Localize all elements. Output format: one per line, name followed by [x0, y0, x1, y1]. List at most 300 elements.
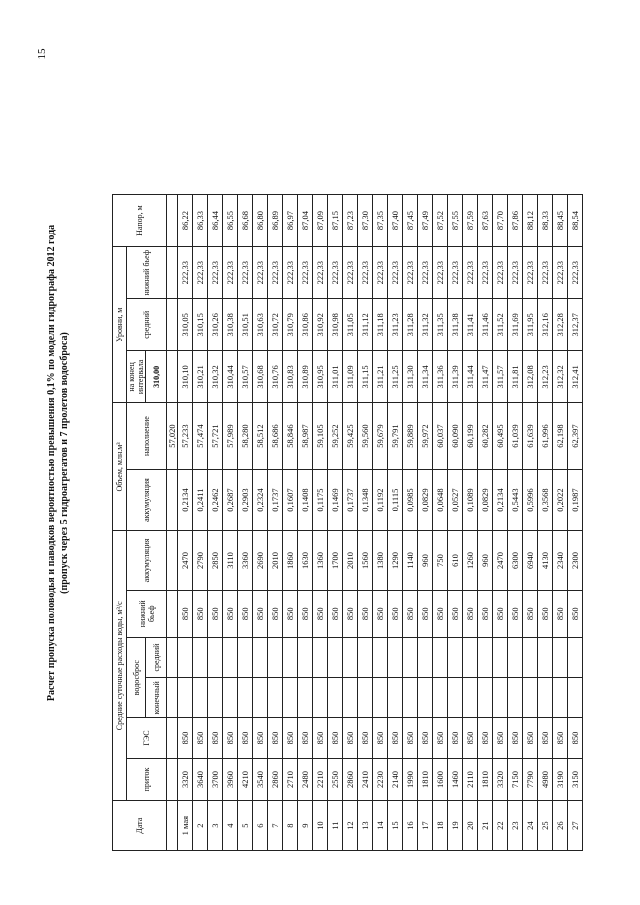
cell-accum-volume: 0,2134 [493, 469, 508, 531]
table-row [433, 195, 448, 851]
col-level-lower: нижний бьеф [127, 247, 167, 299]
cell-head: 86,68 [238, 195, 253, 247]
cell-lower-flow: 850 [343, 590, 358, 637]
col-group-levels: Уровни, м [113, 247, 127, 403]
cell-spill-mid [553, 637, 568, 677]
cell-date: 24 [523, 801, 538, 851]
cell-date: 16 [403, 801, 418, 851]
cell-spill-end [538, 678, 553, 718]
cell-spill-end [253, 678, 268, 718]
cell-ges: 850 [478, 718, 493, 758]
cell-interval-end: 310,10 [178, 351, 193, 403]
cell-inflow: 3960 [223, 758, 238, 801]
cell-spill-mid [283, 637, 298, 677]
cell-level-lower: 222,33 [313, 247, 328, 299]
cell-interval-end: 311,09 [343, 351, 358, 403]
cell-filling: 61,039 [508, 403, 523, 469]
cell-lower-flow: 850 [553, 590, 568, 637]
cell-level-lower: 222,33 [238, 247, 253, 299]
cell-level-lower: 222,33 [433, 247, 448, 299]
cell-spill-end [553, 678, 568, 718]
cell-lower-flow: 850 [388, 590, 403, 637]
cell-inflow: 2860 [343, 758, 358, 801]
cell-lower-flow: 850 [328, 590, 343, 637]
cell-spill-mid [568, 637, 583, 677]
cell-accum-volume: 0,0829 [478, 469, 493, 531]
cell-ges: 850 [343, 718, 358, 758]
cell-filling: 59,791 [388, 403, 403, 469]
cell-spill-mid [508, 637, 523, 677]
cell-lower-flow: 850 [448, 590, 463, 637]
cell-accum-flow: 6940 [523, 531, 538, 590]
cell-level-mid: 312,37 [568, 299, 583, 351]
cell-spill-mid [523, 637, 538, 677]
title-line-1: Расчет пропуска половодья и паводков вероятностью превышения 0,1% по модели гидрографа 2012 года [46, 224, 57, 702]
cell-interval-end: 311,01 [328, 351, 343, 403]
cell-ges: 850 [238, 718, 253, 758]
cell-level-mid: 312,16 [538, 299, 553, 351]
cell-interval-end: 311,47 [478, 351, 493, 403]
cell-ges: 850 [193, 718, 208, 758]
cell-interval-end: 311,44 [463, 351, 478, 403]
cell-interval-end: 310,44 [223, 351, 238, 403]
cell-accum-flow: 3110 [223, 531, 238, 590]
cell-ges: 850 [568, 718, 583, 758]
flood-pass-table [112, 194, 583, 851]
cell-head: 88,54 [568, 195, 583, 247]
cell-interval-end: 311,15 [358, 351, 373, 403]
cell-filling: 59,679 [373, 403, 388, 469]
cell-accum-flow: 1630 [298, 531, 313, 590]
cell-date: 4 [223, 801, 238, 851]
cell-head: 87,04 [298, 195, 313, 247]
cell-date: 17 [418, 801, 433, 851]
initial-filling: 57,020 [167, 403, 178, 469]
table-row [283, 195, 298, 851]
cell-lower-flow: 850 [508, 590, 523, 637]
table-row [493, 195, 508, 851]
col-level-mid: средний [127, 299, 167, 351]
cell-accum-volume: 0,2687 [223, 469, 238, 531]
cell-accum-flow: 2850 [208, 531, 223, 590]
cell-spill-end [268, 678, 283, 718]
table-cell [167, 531, 178, 590]
cell-inflow: 1460 [448, 758, 463, 801]
cell-spill-end [298, 678, 313, 718]
cell-head: 87,86 [508, 195, 523, 247]
cell-filling: 60,199 [463, 403, 478, 469]
cell-inflow: 2210 [313, 758, 328, 801]
cell-date: 14 [373, 801, 388, 851]
cell-level-mid: 310,72 [268, 299, 283, 351]
cell-inflow: 1990 [403, 758, 418, 801]
cell-accum-flow: 610 [448, 531, 463, 590]
cell-accum-volume: 0,2324 [253, 469, 268, 531]
table-row [193, 195, 208, 851]
cell-filling: 61,639 [523, 403, 538, 469]
table-cell [167, 247, 178, 299]
table-row [448, 195, 463, 851]
cell-ges: 850 [433, 718, 448, 758]
cell-spill-mid [253, 637, 268, 677]
cell-filling: 58,280 [238, 403, 253, 469]
cell-date: 9 [298, 801, 313, 851]
cell-lower-flow: 850 [358, 590, 373, 637]
cell-spill-mid [268, 637, 283, 677]
table-row [553, 195, 568, 851]
cell-spill-mid [493, 637, 508, 677]
cell-filling: 59,560 [358, 403, 373, 469]
cell-level-lower: 222,33 [448, 247, 463, 299]
table-row [253, 195, 268, 851]
cell-level-lower: 222,33 [283, 247, 298, 299]
cell-accum-flow: 1700 [328, 531, 343, 590]
cell-spill-mid [448, 637, 463, 677]
cell-ges: 850 [373, 718, 388, 758]
cell-filling: 57,989 [223, 403, 238, 469]
cell-inflow: 2860 [268, 758, 283, 801]
cell-ges: 850 [283, 718, 298, 758]
cell-date: 13 [358, 801, 373, 851]
cell-ges: 850 [328, 718, 343, 758]
cell-ges: 850 [298, 718, 313, 758]
cell-spill-end [343, 678, 358, 718]
cell-lower-flow: 850 [253, 590, 268, 637]
cell-date: 7 [268, 801, 283, 851]
cell-date: 6 [253, 801, 268, 851]
page-title [45, 203, 115, 723]
cell-head: 86,80 [253, 195, 268, 247]
cell-level-mid: 311,41 [463, 299, 478, 351]
cell-lower-flow: 850 [478, 590, 493, 637]
cell-accum-volume: 0,2134 [178, 469, 193, 531]
cell-filling: 59,889 [403, 403, 418, 469]
cell-accum-volume: 0,1469 [328, 469, 343, 531]
cell-interval-end: 312,41 [568, 351, 583, 403]
table-row [463, 195, 478, 851]
cell-level-lower: 222,33 [463, 247, 478, 299]
cell-date: 5 [238, 801, 253, 851]
cell-accum-volume: 0,0527 [448, 469, 463, 531]
cell-level-lower: 222,33 [208, 247, 223, 299]
cell-filling: 62,198 [553, 403, 568, 469]
cell-level-mid: 310,15 [193, 299, 208, 351]
cell-spill-mid [208, 637, 223, 677]
cell-spill-mid [223, 637, 238, 677]
table-cell [167, 758, 178, 801]
cell-interval-end: 311,36 [433, 351, 448, 403]
cell-date: 21 [478, 801, 493, 851]
cell-spill-end [448, 678, 463, 718]
cell-interval-end: 310,83 [283, 351, 298, 403]
cell-accum-flow: 2010 [343, 531, 358, 590]
cell-inflow: 3320 [493, 758, 508, 801]
cell-interval-end: 311,25 [388, 351, 403, 403]
cell-spill-mid [403, 637, 418, 677]
col-spill-end: конечный [146, 678, 167, 718]
cell-level-mid: 310,51 [238, 299, 253, 351]
cell-date: 18 [433, 801, 448, 851]
cell-head: 87,09 [313, 195, 328, 247]
cell-date: 25 [538, 801, 553, 851]
title-line-2: (пропуск через 5 гидроагрегатов и 7 пролетов водосброса) [59, 332, 70, 594]
cell-ges: 850 [523, 718, 538, 758]
cell-accum-flow: 1560 [358, 531, 373, 590]
table-cell [167, 637, 178, 677]
cell-date: 10 [313, 801, 328, 851]
cell-spill-mid [328, 637, 343, 677]
cell-date: 23 [508, 801, 523, 851]
cell-inflow: 1810 [478, 758, 493, 801]
table-row [388, 195, 403, 851]
cell-inflow: 2110 [463, 758, 478, 801]
cell-accum-flow: 3360 [238, 531, 253, 590]
cell-interval-end: 310,95 [313, 351, 328, 403]
cell-inflow: 3700 [208, 758, 223, 801]
col-group-volume: Объем, млн.м³ [113, 403, 127, 531]
cell-head: 86,22 [178, 195, 193, 247]
cell-interval-end: 310,21 [193, 351, 208, 403]
col-lower-pool-flow: нижний бьеф [127, 590, 167, 637]
table-cell [167, 299, 178, 351]
cell-level-lower: 222,33 [298, 247, 313, 299]
col-accum-flow: аккумуляция [127, 531, 167, 590]
cell-inflow: 1810 [418, 758, 433, 801]
cell-ges: 850 [403, 718, 418, 758]
cell-level-mid: 310,38 [223, 299, 238, 351]
cell-lower-flow: 850 [433, 590, 448, 637]
cell-spill-end [283, 678, 298, 718]
cell-level-lower: 222,33 [193, 247, 208, 299]
cell-level-mid: 311,35 [433, 299, 448, 351]
cell-interval-end: 310,68 [253, 351, 268, 403]
table-row [208, 195, 223, 851]
cell-date: 27 [568, 801, 583, 851]
cell-lower-flow: 850 [523, 590, 538, 637]
cell-level-mid: 310,86 [298, 299, 313, 351]
cell-level-mid: 311,23 [388, 299, 403, 351]
table-row [223, 195, 238, 851]
cell-ges: 850 [358, 718, 373, 758]
cell-head: 87,45 [403, 195, 418, 247]
cell-spill-mid [373, 637, 388, 677]
cell-filling: 60,037 [433, 403, 448, 469]
table-cell [167, 590, 178, 637]
table-cell [167, 469, 178, 531]
cell-spill-end [523, 678, 538, 718]
cell-inflow: 7790 [523, 758, 538, 801]
cell-date: 22 [493, 801, 508, 851]
cell-level-mid: 310,92 [313, 299, 328, 351]
cell-inflow: 3540 [253, 758, 268, 801]
table-cell [167, 678, 178, 718]
cell-head: 87,15 [328, 195, 343, 247]
cell-interval-end: 311,34 [418, 351, 433, 403]
cell-inflow: 3150 [568, 758, 583, 801]
cell-spill-mid [478, 637, 493, 677]
cell-accum-flow: 2690 [253, 531, 268, 590]
table-row [313, 195, 328, 851]
table-row [568, 195, 583, 851]
cell-lower-flow: 850 [178, 590, 193, 637]
cell-inflow: 2410 [358, 758, 373, 801]
table-row [523, 195, 538, 851]
cell-interval-end: 311,57 [493, 351, 508, 403]
cell-accum-flow: 960 [478, 531, 493, 590]
cell-ges: 850 [388, 718, 403, 758]
cell-head: 87,59 [463, 195, 478, 247]
cell-level-mid: 311,12 [358, 299, 373, 351]
cell-accum-flow: 1360 [313, 531, 328, 590]
page-number: 15 [36, 48, 48, 60]
cell-accum-volume: 0,1987 [568, 469, 583, 531]
table-row [508, 195, 523, 851]
cell-inflow: 2710 [283, 758, 298, 801]
cell-spill-end [193, 678, 208, 718]
cell-filling: 60,282 [478, 403, 493, 469]
cell-inflow: 1600 [433, 758, 448, 801]
cell-accum-flow: 1290 [388, 531, 403, 590]
cell-spill-mid [298, 637, 313, 677]
table-row [238, 195, 253, 851]
cell-accum-volume: 0,0985 [403, 469, 418, 531]
cell-spill-end [568, 678, 583, 718]
cell-spill-end [238, 678, 253, 718]
cell-level-lower: 222,33 [358, 247, 373, 299]
cell-head: 86,44 [208, 195, 223, 247]
cell-level-mid: 311,32 [418, 299, 433, 351]
cell-accum-volume: 0,2462 [208, 469, 223, 531]
cell-filling: 59,972 [418, 403, 433, 469]
col-ges: ГЭС [127, 718, 167, 758]
cell-head: 86,97 [283, 195, 298, 247]
table-body [167, 195, 583, 851]
cell-spill-mid [178, 637, 193, 677]
cell-level-mid: 310,79 [283, 299, 298, 351]
cell-head: 87,35 [373, 195, 388, 247]
cell-filling: 59,105 [313, 403, 328, 469]
cell-accum-flow: 1860 [283, 531, 298, 590]
cell-head: 87,70 [493, 195, 508, 247]
cell-date: 12 [343, 801, 358, 851]
table-cell [167, 195, 178, 247]
table-row [298, 195, 313, 851]
cell-interval-end: 312,23 [538, 351, 553, 403]
cell-level-lower: 222,33 [418, 247, 433, 299]
cell-spill-mid [238, 637, 253, 677]
cell-level-lower: 222,33 [178, 247, 193, 299]
cell-filling: 58,846 [283, 403, 298, 469]
cell-spill-mid [193, 637, 208, 677]
cell-accum-volume: 0,5996 [523, 469, 538, 531]
cell-spill-mid [463, 637, 478, 677]
cell-inflow: 4980 [538, 758, 553, 801]
table-row [538, 195, 553, 851]
cell-head: 87,52 [433, 195, 448, 247]
cell-accum-flow: 1260 [463, 531, 478, 590]
cell-interval-end: 310,32 [208, 351, 223, 403]
cell-filling: 61,996 [538, 403, 553, 469]
cell-spill-end [358, 678, 373, 718]
cell-ges: 850 [178, 718, 193, 758]
cell-spill-end [508, 678, 523, 718]
cell-accum-volume: 0,1408 [298, 469, 313, 531]
cell-accum-volume: 0,3568 [538, 469, 553, 531]
cell-inflow: 7150 [508, 758, 523, 801]
cell-interval-end: 312,08 [523, 351, 538, 403]
cell-level-lower: 222,33 [568, 247, 583, 299]
cell-lower-flow: 850 [268, 590, 283, 637]
col-head: Напор, м [113, 195, 167, 247]
cell-accum-flow: 4130 [538, 531, 553, 590]
cell-accum-volume: 0,0829 [418, 469, 433, 531]
cell-inflow: 2480 [298, 758, 313, 801]
rotated-table-wrapper [112, 194, 610, 851]
cell-head: 88,12 [523, 195, 538, 247]
cell-lower-flow: 850 [208, 590, 223, 637]
cell-level-mid: 311,69 [508, 299, 523, 351]
cell-filling: 58,512 [253, 403, 268, 469]
cell-lower-flow: 850 [493, 590, 508, 637]
cell-accum-volume: 0,0648 [433, 469, 448, 531]
cell-ges: 850 [463, 718, 478, 758]
cell-filling: 57,233 [178, 403, 193, 469]
cell-spill-end [418, 678, 433, 718]
cell-spill-end [403, 678, 418, 718]
cell-spill-mid [418, 637, 433, 677]
cell-accum-flow: 6300 [508, 531, 523, 590]
cell-head: 87,55 [448, 195, 463, 247]
cell-accum-flow: 750 [433, 531, 448, 590]
cell-level-mid: 310,05 [178, 299, 193, 351]
cell-date: 11 [328, 801, 343, 851]
cell-accum-flow: 2010 [268, 531, 283, 590]
cell-interval-end: 310,76 [268, 351, 283, 403]
cell-level-mid: 311,28 [403, 299, 418, 351]
cell-head: 87,30 [358, 195, 373, 247]
cell-inflow: 2230 [373, 758, 388, 801]
cell-date: 2 [193, 801, 208, 851]
cell-filling: 58,987 [298, 403, 313, 469]
cell-accum-volume: 0,1348 [358, 469, 373, 531]
cell-level-lower: 222,33 [223, 247, 238, 299]
cell-lower-flow: 850 [403, 590, 418, 637]
cell-level-lower: 222,33 [523, 247, 538, 299]
cell-date: 20 [463, 801, 478, 851]
cell-spill-end [433, 678, 448, 718]
cell-filling: 62,397 [568, 403, 583, 469]
cell-spill-mid [433, 637, 448, 677]
cell-interval-end: 311,30 [403, 351, 418, 403]
table-row [268, 195, 283, 851]
cell-spill-end [313, 678, 328, 718]
cell-level-mid: 311,52 [493, 299, 508, 351]
cell-accum-flow: 1380 [373, 531, 388, 590]
cell-ges: 850 [313, 718, 328, 758]
cell-lower-flow: 850 [538, 590, 553, 637]
table-row [343, 195, 358, 851]
initial-row [167, 195, 178, 851]
cell-spill-end [388, 678, 403, 718]
col-spill-mid: средний [146, 637, 167, 677]
cell-head: 88,45 [553, 195, 568, 247]
cell-spill-end [223, 678, 238, 718]
cell-level-mid: 311,38 [448, 299, 463, 351]
cell-level-lower: 222,33 [553, 247, 568, 299]
cell-lower-flow: 850 [373, 590, 388, 637]
table-row [478, 195, 493, 851]
cell-level-lower: 222,33 [388, 247, 403, 299]
